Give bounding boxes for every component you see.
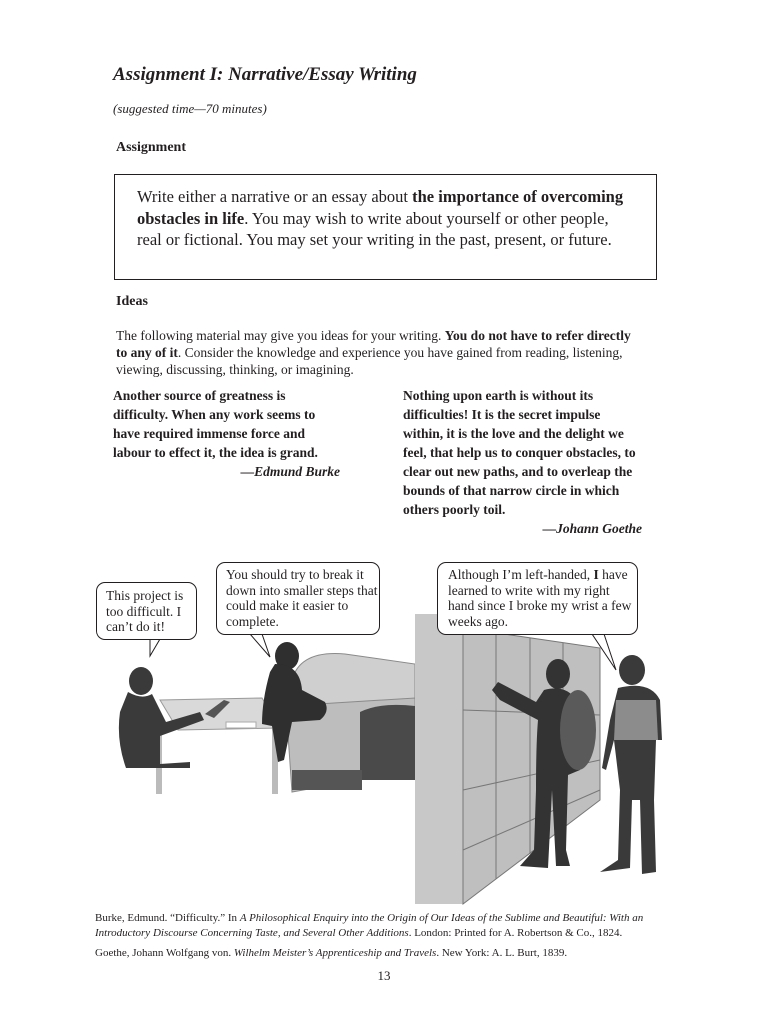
citation-goethe [95, 946, 695, 961]
bubble-emphasis: I [593, 567, 599, 582]
citations [95, 911, 695, 966]
citation-title: A Philosophical Enquiry into the Origin of Our Ideas of the Sublime and Beautiful: With an Introductory Discourse Concerning Taste, and Several Other Additions [95, 912, 644, 939]
quote-goethe [403, 386, 642, 538]
quote-text: Another source of greatness is difficulty. When any work seems to have required immense force and labour to effect it, the idea is grand. [113, 388, 318, 460]
bubble-tail-middle [250, 634, 270, 657]
quote-attribution: —Johann Goethe [542, 521, 642, 536]
suggested-time: (suggested time—70 minutes) [113, 101, 267, 116]
prompt-text: Write either a narrative or an essay about [137, 187, 413, 206]
prompt-text-rest: . You may wish to write about yourself or other people, real or fictional. You may set your writing in the past, present, or future. [137, 208, 612, 249]
intro-emphasis: You do not have to refer directly to any of it [116, 328, 631, 360]
ideas-heading: Ideas [116, 294, 148, 309]
intro-text: The following material may give you ideas for your writing. [116, 328, 445, 343]
quote-attribution: —Edmund Burke [240, 464, 340, 479]
intro-text-rest: . Consider the knowledge and experience you have gained from reading, listening, viewing, discussing, thinking, or imagining. [116, 345, 623, 377]
citation-text: Goethe, Johann Wolfgang von. [95, 947, 234, 959]
bubble-tail-left [150, 639, 160, 656]
citation-publisher: . London: Printed for A. Robertson & Co., 1824. [408, 927, 623, 939]
citation-title: Wilhelm Meister’s Apprenticeship and Travels [233, 947, 437, 959]
quote-text: Nothing upon earth is without its difficulties! It is the secret impulse within, it is the love and the delight we feel, that help us to conquer obstacles, to clear out new paths, and to overleap the bounds of that narrow circle in which others poorly toil. [403, 388, 636, 517]
sofa [286, 654, 415, 792]
page-title: Assignment I: Narrative/Essay Writing [113, 64, 417, 85]
table [156, 698, 280, 794]
page-number: 13 [377, 968, 391, 983]
assignment-prompt-box [114, 174, 657, 280]
student-silhouette-4 [600, 655, 662, 874]
prompt-emphasis: the importance of overcoming obstacles in life [137, 187, 624, 228]
speech-bubble-left: This project is too difficult. I can’t do it! [96, 582, 197, 640]
bubble-text-rest: have learned to write with my right hand since I broke my wrist a few weeks ago. [448, 567, 632, 629]
citation-text: Burke, Edmund. “Difficulty.” In [95, 912, 240, 924]
assignment-heading: Assignment [116, 140, 187, 155]
bubble-text: Although I’m left-handed, [448, 567, 594, 582]
citation-burke [95, 911, 695, 941]
speech-bubble-middle: You should try to break it down into smaller steps that could make it easier to complete. [216, 562, 380, 635]
citation-publisher: . New York: A. L. Burt, 1839. [436, 947, 568, 959]
speech-bubble-right [437, 562, 638, 635]
ideas-intro [116, 327, 636, 378]
quote-burke [113, 386, 340, 481]
